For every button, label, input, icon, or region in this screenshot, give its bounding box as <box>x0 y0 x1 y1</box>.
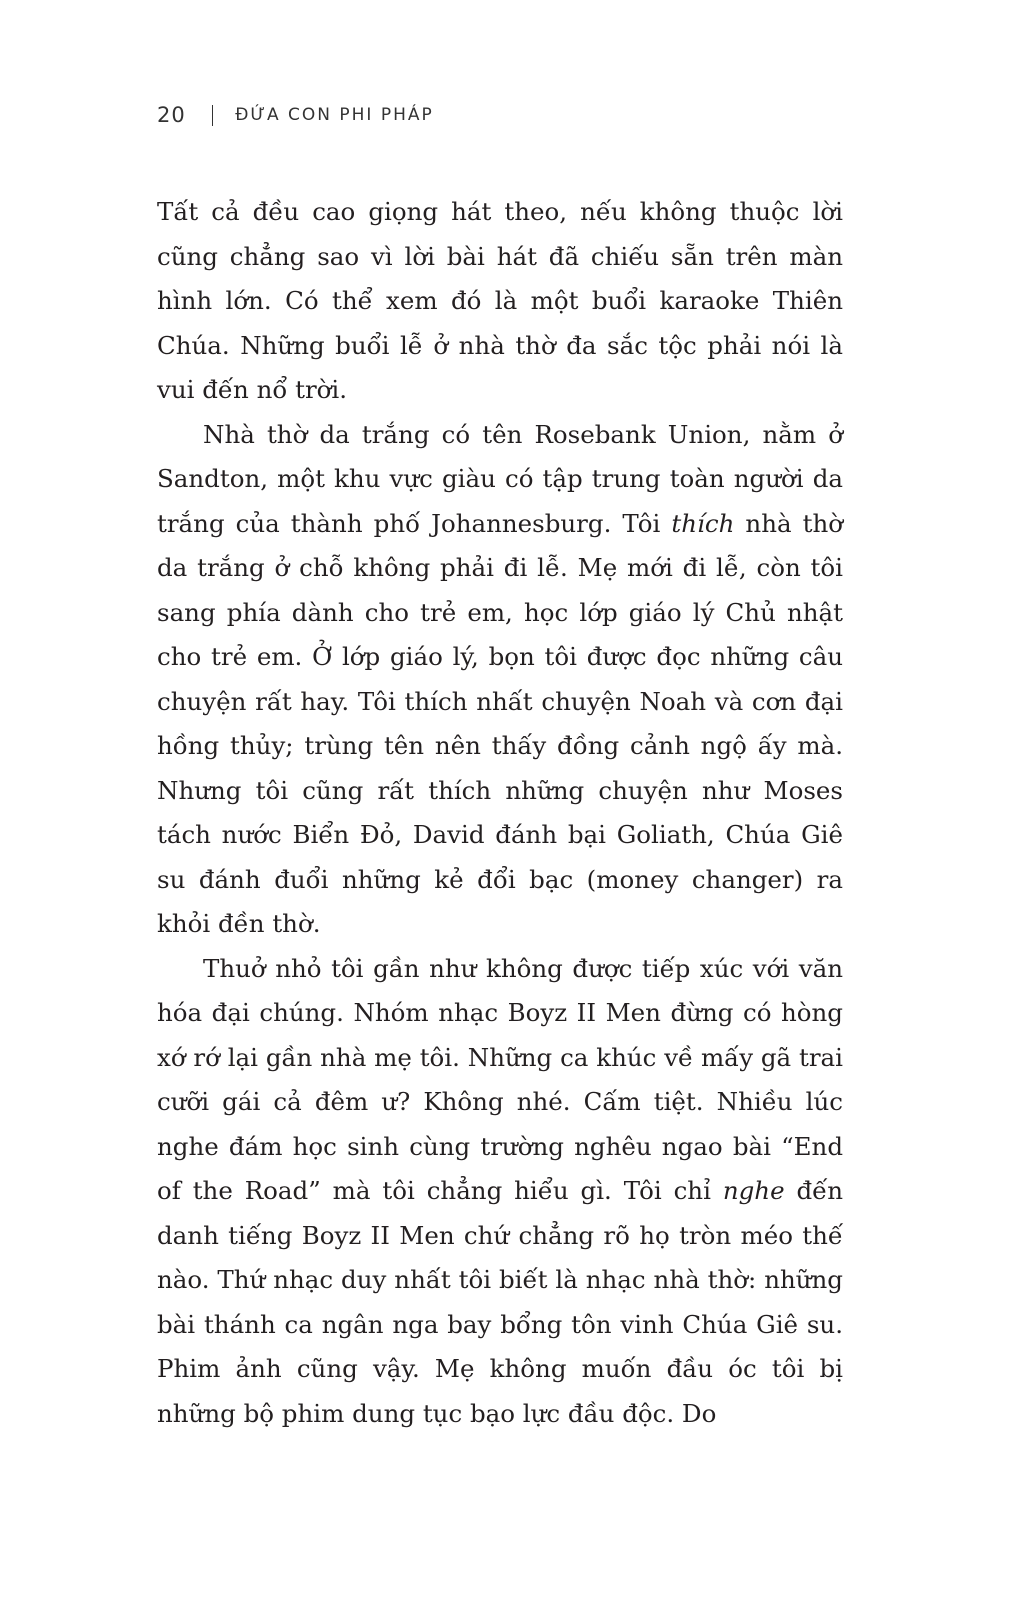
body-text <box>157 190 843 1436</box>
paragraph-2-part-2: nhà thờ da trắng ở chỗ không phải đi lễ. Mẹ mới đi lễ, còn tôi sang phía dành cho trẻ em, học lớp giáo lý Chủ nhật cho trẻ em. Ở lớp giáo lý, bọn tôi được đọc những câu chuyện rất hay. Tôi thích nhất chuyện Noah và cơn đại hồng thủy; trùng tên nên thấy đồng cảnh ngộ ấy mà. Nhưng tôi cũng rất thích những chuyện như Moses tách nước Biển Đỏ, David đánh bại Goliath, Chúa Giê su đánh đuổi những kẻ đổi bạc (money changer) ra khỏi đền thờ. <box>157 508 843 938</box>
page-number: 20 <box>157 103 186 127</box>
paragraph-3-part-1: Thuở nhỏ tôi gần như không được tiếp xúc với văn hóa đại chúng. Nhóm nhạc Boyz II Men đừng có hòng xớ rớ lại gần nhà mẹ tôi. Những ca khúc về mấy gã trai cưỡi gái cả đêm ư? Không nhé. Cấm tiệt. Nhiều lúc nghe đám học sinh cùng trường nghêu ngao bài “End of the Road” mà tôi chẳng hiểu gì. Tôi chỉ <box>157 953 843 1205</box>
paragraph-3 <box>157 947 843 1437</box>
paragraph-2-part-1: Nhà thờ da trắng có tên Rosebank Union, nằm ở Sandton, một khu vực giàu có tập trung toàn người da trắng của thành phố Johannesburg. Tôi <box>157 419 843 538</box>
header-divider <box>212 105 214 126</box>
paragraph-1: Tất cả đều cao giọng hát theo, nếu không thuộc lời cũng chẳng sao vì lời bài hát đã chiếu sẵn trên màn hình lớn. Có thể xem đó là một buổi karaoke Thiên Chúa. Những buổi lễ ở nhà thờ đa sắc tộc phải nói là vui đến nổ trời. <box>157 197 843 404</box>
running-header <box>157 100 434 130</box>
paragraph-2 <box>157 413 843 947</box>
book-title: ĐỨA CON PHI PHÁP <box>235 105 434 125</box>
paragraph-3-part-2: đến danh tiếng Boyz II Men chứ chẳng rõ họ tròn méo thế nào. Thứ nhạc duy nhất tôi biết là nhạc nhà thờ: những bài thánh ca ngân nga bay bổng tôn vinh Chúa Giê su. Phim ảnh cũng vậy. Mẹ không muốn đầu óc tôi bị những bộ phim dung tục bạo lực đầu độc. Do <box>157 1176 844 1428</box>
paragraph-2-emphasis: thích <box>671 508 735 538</box>
paragraph-3-emphasis: nghe <box>722 1176 785 1205</box>
